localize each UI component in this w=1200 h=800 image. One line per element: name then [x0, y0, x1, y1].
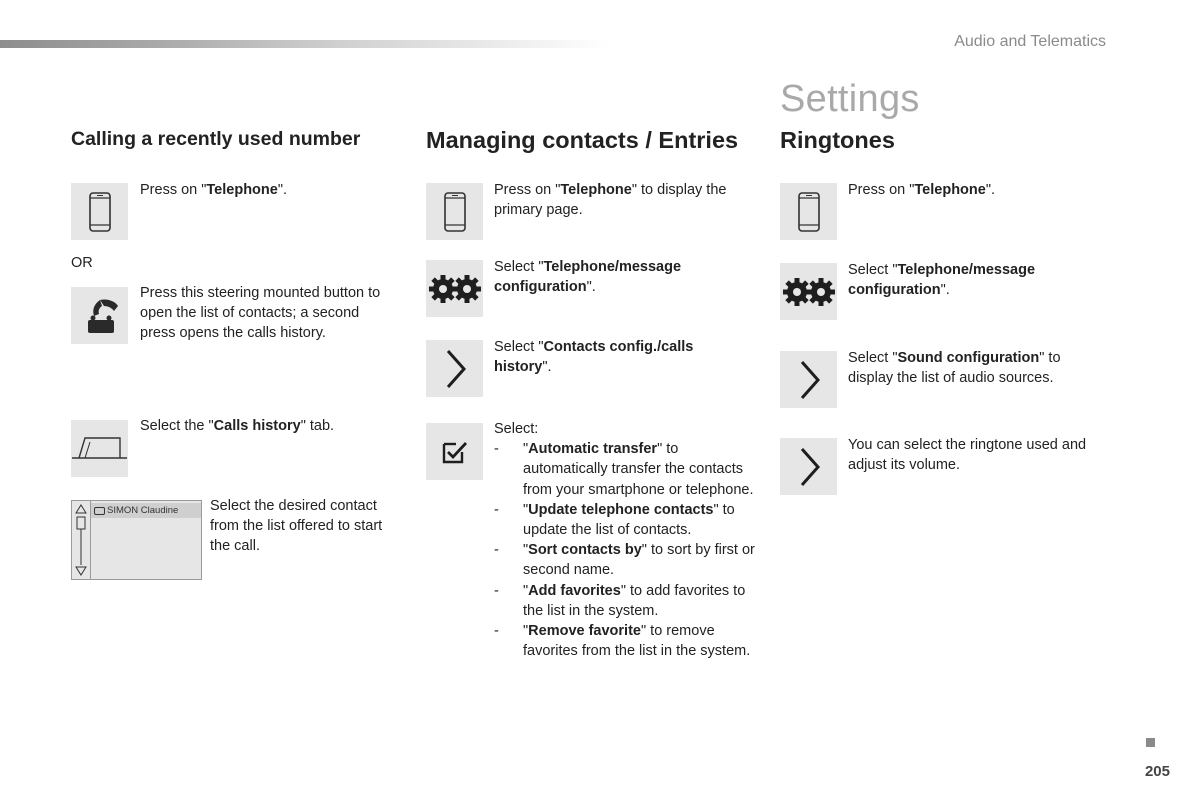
chevron-right-icon — [440, 347, 470, 391]
contacts-step1-text: Press on "Telephone" to display the primary page. — [494, 182, 727, 219]
contact-row — [91, 503, 201, 518]
chevron-right-icon — [794, 445, 824, 489]
scroll-rail — [72, 501, 91, 579]
chevron-icon-box — [780, 351, 837, 408]
phone-icon — [444, 192, 466, 232]
gears-icon-box — [426, 260, 483, 317]
calls-history-icon-box — [71, 420, 128, 477]
contacts-step3-text: Select "Contacts config./calls history". — [494, 339, 694, 376]
contacts-heading: Managing contacts / Entries — [426, 127, 739, 153]
calling-step4-text: Select the desired contact from the list offered to start the call. — [210, 498, 383, 555]
chevron-icon-box — [426, 340, 483, 397]
phone-icon-box — [426, 183, 483, 240]
phone-icon — [89, 192, 111, 232]
ringtones-step4-text: You can select the ringtone used and adjust its volume. — [848, 437, 1087, 474]
checkbox-icon-box — [426, 423, 483, 480]
phone-icon-box — [780, 183, 837, 240]
calling-step1-text: Press on "Telephone". — [140, 182, 288, 198]
phone-icon-box — [71, 183, 128, 240]
calling-step2-text: Press this steering mounted button to open the list of contacts; a second press opens the calls history. — [140, 285, 381, 342]
checkbox-icon — [442, 440, 468, 464]
ringtones-step1-text: Press on "Telephone". — [848, 182, 996, 198]
page-number: 205 — [1144, 763, 1170, 780]
contact-name: SIMON Claudine — [107, 505, 179, 516]
top-decor-bar — [0, 40, 610, 48]
contacts-step4-intro: Select: — [494, 421, 539, 437]
ringtones-step2-text: Select "Telephone/message configuration". — [848, 262, 1036, 299]
chevron-right-icon — [794, 358, 824, 402]
contact-card-icon — [94, 507, 105, 515]
contacts-step2-text: Select "Telephone/message configuration". — [494, 259, 682, 296]
or-label: OR — [71, 255, 93, 271]
calls-history-tab-icon — [71, 420, 128, 477]
ringtones-heading: Ringtones — [780, 127, 895, 153]
phone-icon — [798, 192, 820, 232]
ringtones-step3-text: Select "Sound configuration" to display the list of audio sources. — [848, 350, 1061, 387]
steering-phone-button-icon — [78, 296, 122, 336]
contact-list-screen — [71, 500, 202, 580]
calling-step3-text: Select the "Calls history" tab. — [140, 418, 335, 434]
section-title: Audio and Telematics — [954, 33, 1106, 50]
contacts-options-list — [494, 439, 756, 661]
page-marker — [1146, 738, 1155, 747]
scrollbar-icon — [72, 501, 90, 579]
settings-title: Settings — [780, 78, 920, 120]
chevron-icon-box — [780, 438, 837, 495]
gears-icon — [428, 272, 482, 306]
option-update-contacts: - "Update telephone contacts" to update the list of contacts. — [494, 501, 735, 539]
gears-icon — [782, 275, 836, 309]
option-automatic-transfer: - "Automatic transfer" to automatically transfer the contacts from your smartphone or telephone. — [494, 441, 754, 498]
gears-icon-box — [780, 263, 837, 320]
option-add-favorites: - "Add favorites" to add favorites to the list in the system. — [494, 582, 746, 619]
calling-heading: Calling a recently used number — [71, 128, 361, 150]
contacts-step4 — [494, 419, 756, 661]
option-sort-contacts: - "Sort contacts by" to sort by first or second name. — [494, 542, 755, 579]
option-remove-favorite: - "Remove favorite" to remove favorites from the list in the system. — [494, 623, 751, 660]
steering-button-icon-box — [71, 287, 128, 344]
